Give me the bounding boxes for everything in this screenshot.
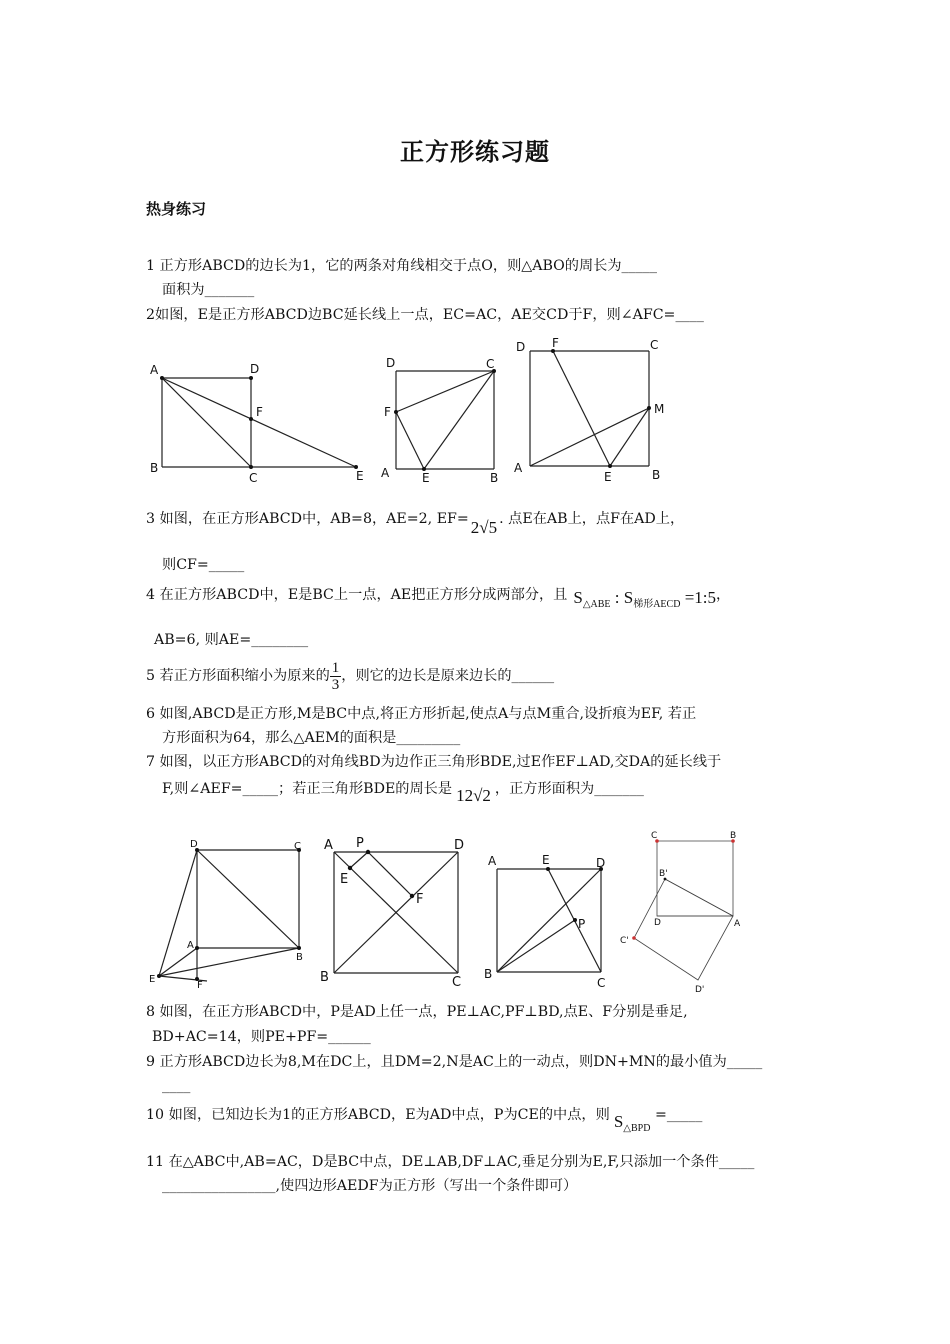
fig7-label: B'	[659, 869, 668, 879]
fig5-label: B	[320, 970, 329, 985]
fig3-label: B	[652, 468, 661, 482]
problem-4-sub: 梯形AECD	[633, 599, 681, 610]
page-title: 正方形练习题	[400, 137, 550, 166]
figure-3	[510, 335, 670, 485]
problem-5-fraction	[330, 660, 342, 693]
fig1-label: E	[356, 469, 364, 483]
fig4-label: C	[294, 841, 301, 852]
problem-3-line-2: 则CF=_____	[162, 557, 245, 573]
fig7-label: D'	[695, 985, 705, 995]
fig5-label: D	[454, 838, 465, 853]
fig6-label: P	[578, 917, 586, 931]
problem-7-line-2	[162, 778, 644, 805]
problem-7-text: ，正方形面积为_______	[494, 781, 644, 797]
problem-5-line-1	[146, 656, 554, 696]
problem-4-text: ，	[716, 587, 731, 603]
problem-6-line-2: 方形面积为64，那么△AEM的面积是_________	[162, 730, 461, 746]
problem-4-sub: △ABE	[582, 599, 611, 610]
figure-7	[618, 826, 748, 996]
fig5-label: P	[356, 836, 364, 851]
problem-3-line-1	[146, 508, 685, 537]
problem-1-line-1: 1 正方形ABCD的边长为1，它的两条对角线相交于点O，则△ABO的周长为_____	[146, 258, 657, 274]
fig2-label: B	[490, 471, 499, 485]
figure-6	[480, 850, 620, 990]
fig5-label: F	[416, 892, 424, 907]
problem-4-s: S	[573, 588, 583, 607]
fig1-label: B	[150, 461, 159, 475]
fig6-label: A	[488, 854, 497, 868]
fig7-label: C	[651, 831, 658, 841]
fig7-label: A	[734, 919, 741, 929]
fig5-label: A	[324, 838, 333, 853]
fig7-label: C'	[620, 936, 629, 946]
fig5-label: E	[340, 872, 349, 887]
problem-9-line-2: ____	[162, 1078, 191, 1094]
fig3-label: M	[654, 402, 665, 416]
fig7-label: D	[654, 918, 661, 928]
problem-10-area-expression	[613, 1112, 651, 1134]
problem-1-line-2: 面积为_______	[162, 282, 255, 298]
problem-7-text: F,则∠AEF=_____；若正三角形BDE的周长是	[162, 781, 453, 797]
problem-2-line-1: 2如图，E是正方形ABCD边BC延长线上一点，EC=AC，AE交CD于F，则∠AFC=____	[146, 307, 704, 323]
problem-8-line-1: 8 如图，在正方形ABCD中，P是AD上任一点，PE⊥AC,PF⊥BD,点E、F分别是垂足,	[146, 1004, 688, 1020]
fig7-label: B	[730, 831, 737, 841]
fig2-label: F	[384, 405, 391, 419]
fig4-label: D	[190, 839, 198, 850]
fig3-label: F	[552, 336, 559, 350]
fig3-label: C	[650, 338, 659, 352]
section-heading: 热身练习	[146, 200, 207, 218]
problem-10-line-1	[146, 1104, 703, 1134]
fig6-label: D	[596, 856, 606, 870]
fig2-label: D	[386, 356, 396, 370]
figure-2	[380, 355, 510, 490]
fig4-label: B	[296, 952, 303, 963]
fig2-label: E	[422, 471, 430, 485]
fig5-label: C	[452, 975, 462, 990]
fig6-label: E	[542, 853, 550, 867]
problem-4-colon: : S	[610, 588, 634, 607]
problem-6-line-1: 6 如图,ABCD是正方形,M是BC中点,将正方形折起,使点A与点M重合,设折痕为EF, 若正	[146, 706, 697, 722]
problem-7-expression: 12√2	[456, 786, 491, 805]
fig1-label: C	[249, 471, 258, 485]
fig1-label: F	[256, 405, 263, 419]
fig6-label: C	[597, 976, 606, 990]
problem-3-text: . 点E在AB上，点F在AD上，	[499, 511, 685, 527]
fig1-label: A	[150, 363, 159, 377]
fig2-label: C	[486, 357, 495, 371]
problem-4-text: 4 在正方形ABCD中，E是BC上一点，AE把正方形分成两部分，且	[146, 587, 568, 603]
figure-5	[318, 835, 478, 990]
problem-4-line-1	[146, 584, 730, 611]
fig3-label: D	[516, 340, 526, 354]
fig1-label: D	[250, 362, 260, 376]
fig4-label: A	[187, 940, 194, 951]
fig3-label: A	[514, 461, 523, 475]
fraction-numerator: 1	[331, 659, 340, 676]
fig2-label: A	[381, 466, 390, 480]
figure-4	[145, 835, 315, 995]
problem-10-text: 10 如图，已知边长为1的正方形ABCD，E为AD中点，P为CE的中点，则	[146, 1107, 610, 1123]
fig4-label: F	[197, 980, 203, 991]
problem-3-expression: 2√5	[470, 518, 498, 537]
figure-1	[146, 360, 376, 490]
problem-7-line-1: 7 如图，以正方形ABCD的对角线BD为边作正三角形BDE,过E作EF⊥AD,交DA的延长线于	[146, 754, 722, 770]
problem-10-sub: △BPD	[623, 1123, 651, 1134]
problem-4-ratio-expression	[573, 588, 716, 610]
problem-8-line-2: BD+AC=14，则PE+PF=______	[152, 1029, 371, 1045]
fig3-label: E	[604, 470, 612, 484]
problem-5-text: 5 若正方形面积缩小为原来的	[146, 668, 330, 684]
problem-5-text: ，则它的边长是原来边长的______	[341, 668, 555, 684]
problem-10-s: S	[613, 1112, 624, 1131]
fig4-label: E	[149, 974, 156, 985]
problem-3-text: 3 如图，在正方形ABCD中，AB=8，AE=2, EF=	[146, 511, 469, 527]
fraction-denominator: 3	[331, 676, 340, 693]
problem-4-ratio: =1:5	[680, 588, 716, 607]
problem-11-line-1: 11 在△ABC中,AB=AC，D是BC中点，DE⊥AB,DF⊥AC,垂足分别为E,F,只添加一个条件_____	[146, 1154, 755, 1170]
problem-9-line-1: 9 正方形ABCD边长为8,M在DC上，且DM=2,N是AC上的一动点，则DN+MN的最小值为_____	[146, 1054, 763, 1070]
fig6-label: B	[484, 967, 493, 981]
problem-4-line-2: AB=6, 则AE=________	[154, 632, 309, 648]
problem-10-text: =_____	[650, 1107, 703, 1123]
problem-11-line-2: ________________,使四边形AEDF为正方形（写出一个条件即可）	[162, 1178, 578, 1194]
